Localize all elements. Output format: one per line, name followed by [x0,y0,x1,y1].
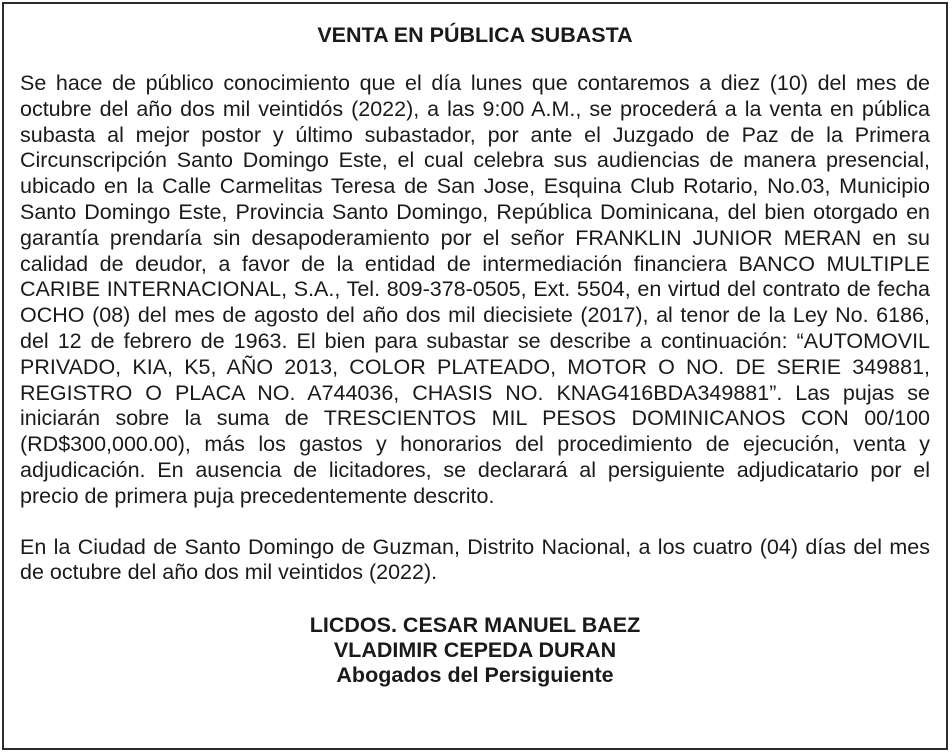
notice-closing-paragraph: En la Ciudad de Santo Domingo de Guzman, Distrito Nacional, a los cuatro (04) días del mes de octubre del año dos mil veintidos (2022). [20,534,930,585]
signature-line-lawyer-1: LICDOS. CESAR MANUEL BAEZ [309,613,641,638]
legal-notice [2,2,948,750]
notice-content [20,22,930,688]
notice-title: VENTA EN PÚBLICA SUBASTA [317,23,633,47]
signature-line-lawyer-2: VLADIMIR CEPEDA DURAN [333,638,617,663]
signature-block [20,613,930,688]
notice-body-paragraph: Se hace de público conocimiento que el día lunes que contaremos a diez (10) del mes de octubre del año dos mil veintidós (2022), a las 9:00 A.M., se procederá a la venta en pública subasta al mejor postor y último subastador, por ante el Juzgado de Paz de la Primera Circunscripción Santo Domingo Este, el cual celebra sus audiencias de manera presencial, ubicado en la Calle Carmelitas Teresa de San Jose, Esquina Club Rotario, No.03, Municipio Santo Domingo Este, Provincia Santo Domingo, República Dominicana, del bien otorgado en garantía prendaría sin desapoderamiento por el señor FRANKLIN JUNIOR MERAN en su calidad de deudor, a favor de la entidad de intermediación financiera BANCO MULTIPLE CARIBE INTERNACIONAL, S.A., Tel. 809-378-0505, Ext. 5504, en virtud del contrato de fecha OCHO (08) del mes de agosto del año dos mil diecisiete (2017), al tenor de la Ley No. 6186, del 12 de febrero de 1963. El bien para subastar se describe a continuación: “AUTOMOVIL PRIVADO, KIA, K5, AÑO 2013, COLOR PLATEADO, MOTOR O NO. DE SERIE 349881, REGISTRO O PLACA NO. A744036, CHASIS NO. KNAG416BDA349881”. Las pujas se iniciarán sobre la suma de TRESCIENTOS MIL PESOS DOMINICANOS CON 00/100 (RD$300,000.00), más los gastos y honorarios del procedimiento de ejecución, venta y adjudicación. En ausencia de licitadores, se declarará al persiguiente adjudicatario por el precio de primera puja precedentemente descrito. [20,71,930,508]
signature-line-role: Abogados del Persiguiente [336,663,614,688]
